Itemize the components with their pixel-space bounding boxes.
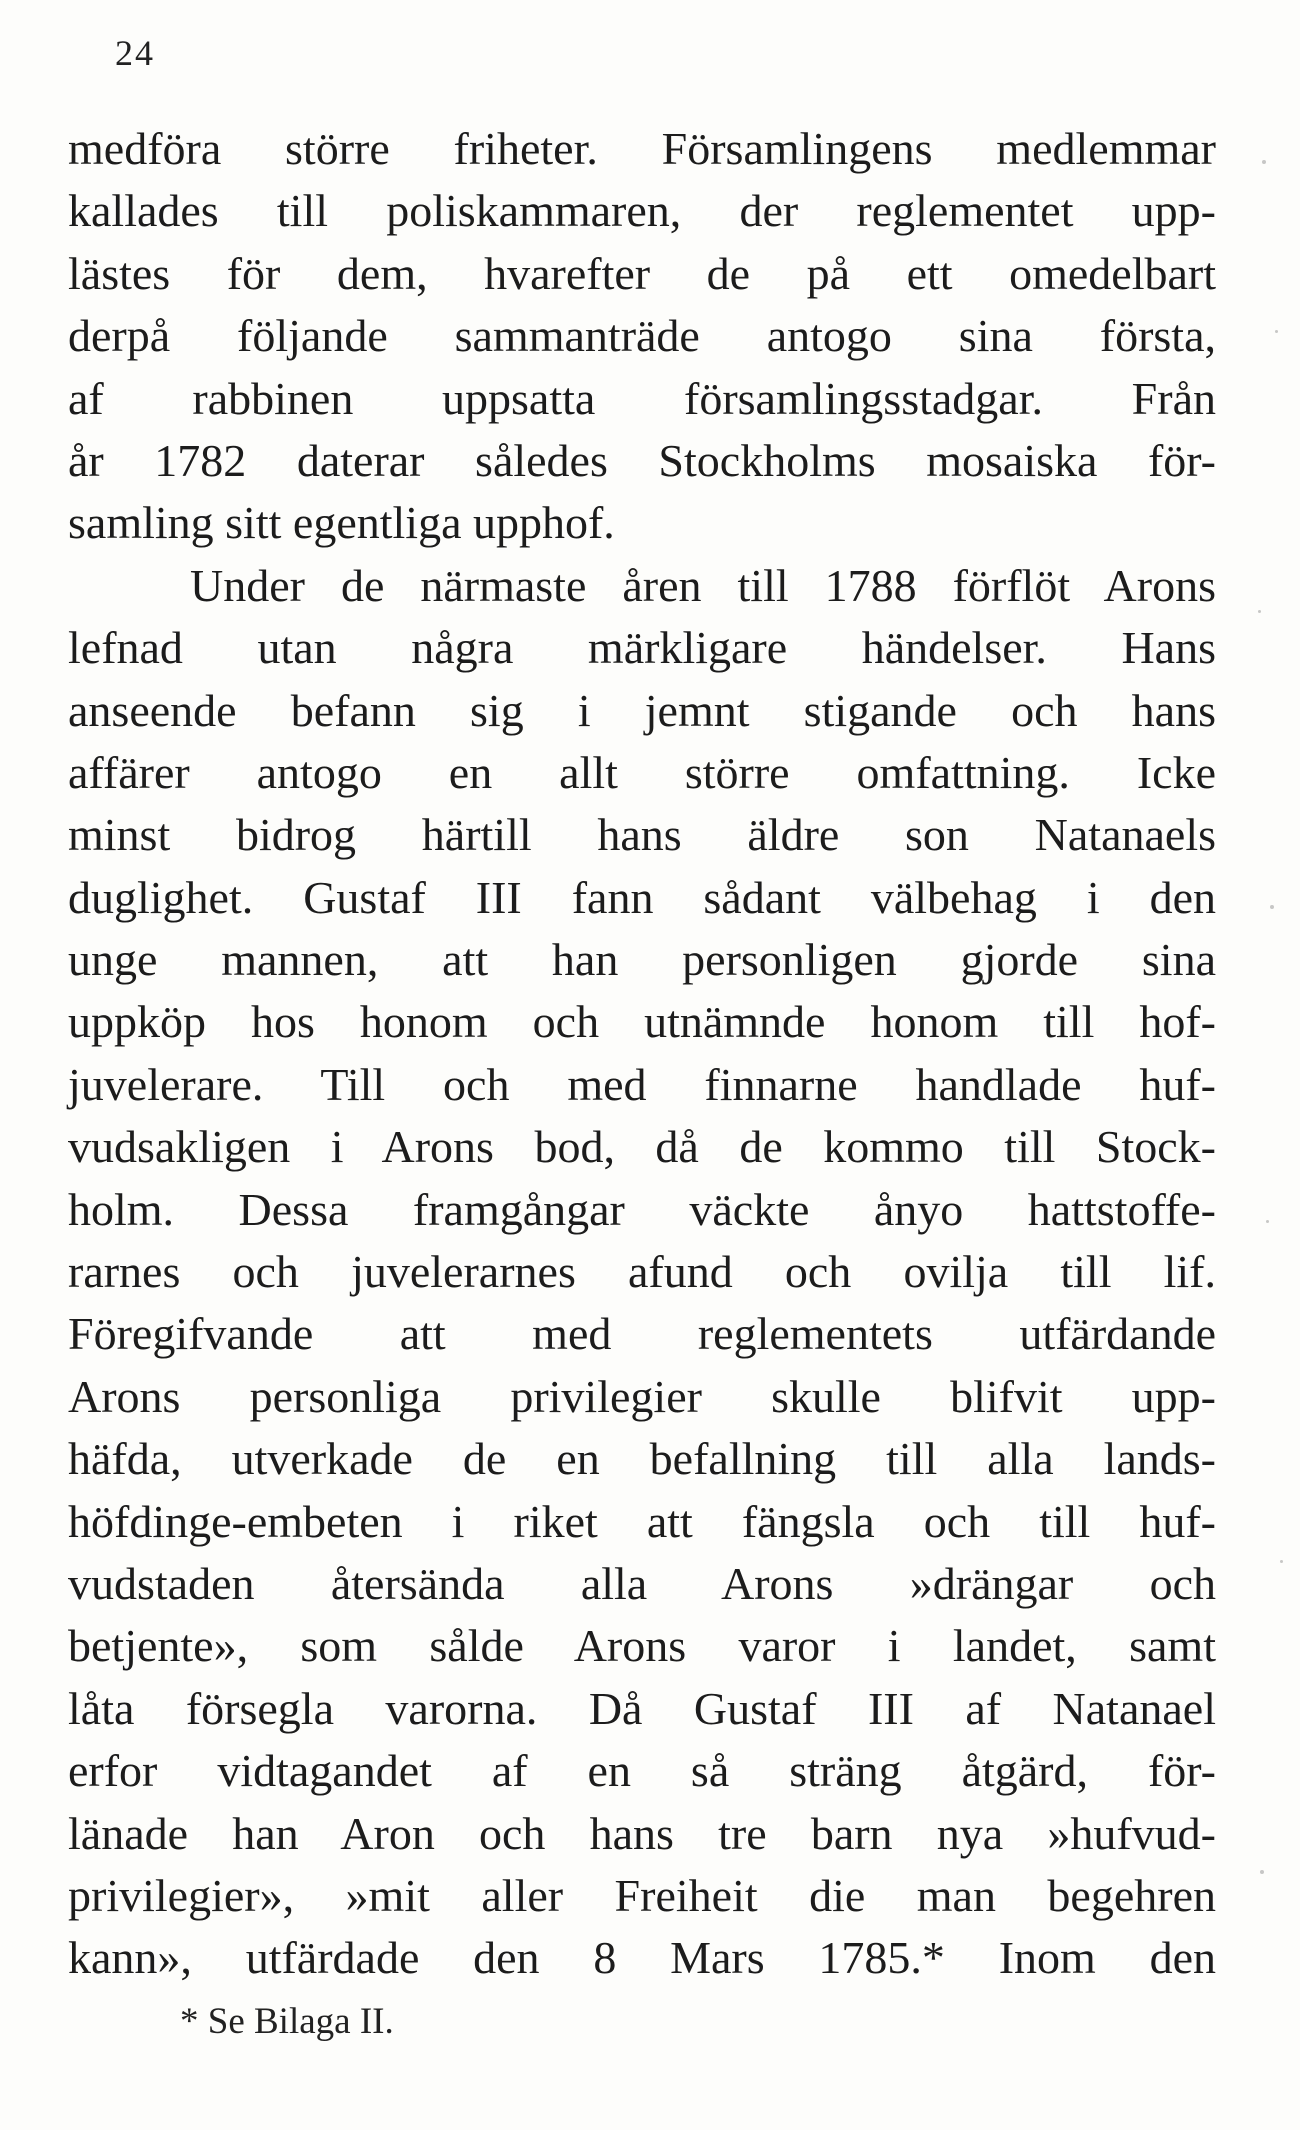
- text-line: låta försegla varorna. Då Gustaf III af Natanael: [68, 1682, 1216, 1734]
- text-line: holm. Dessa framgångar väckte ånyo hattstoffe-: [68, 1183, 1216, 1235]
- text-line: kallades till poliskammaren, der reglementet upp-: [68, 185, 1216, 237]
- text-line: betjente», som sålde Arons varor i landet, samt: [68, 1620, 1216, 1672]
- text-line: affärer antogo en allt större omfattning. Icke: [68, 746, 1216, 798]
- text-line: samling sitt egentliga upphof.: [68, 497, 615, 549]
- text-line: lefnad utan några märkligare händelser. Hans: [68, 622, 1216, 674]
- text-line: duglighet. Gustaf III fann sådant välbehag i den: [68, 871, 1216, 923]
- paragraph-first-line: Under de närmaste åren till 1788 förflöt Arons: [190, 559, 1216, 611]
- text-line: rarnes och juvelerarnes afund och ovilja till lif.: [68, 1246, 1216, 1298]
- text-line: uppköp hos honom och utnämnde honom till hof-: [68, 996, 1216, 1048]
- footnote: * Se Bilaga II.: [180, 2001, 394, 2042]
- text-line: erfor vidtagandet af en så sträng åtgärd, för-: [68, 1745, 1216, 1797]
- scan-speck: [1262, 160, 1266, 164]
- text-line: vudstaden återsända alla Arons »drängar och: [68, 1557, 1216, 1609]
- text-line: privilegier», »mit aller Freiheit die man begehren: [68, 1869, 1216, 1921]
- text-line: unge mannen, att han personligen gjorde sina: [68, 934, 1216, 986]
- text-line: af rabbinen uppsatta församlingsstadgar. Från: [68, 372, 1216, 424]
- text-line: länade han Aron och hans tre barn nya »hufvud-: [68, 1807, 1216, 1859]
- page-number: 24: [115, 33, 155, 73]
- text-line: juvelerare. Till och med finnarne handlade huf-: [68, 1058, 1216, 1110]
- text-line: höfdinge-embeten i riket att fängsla och till huf-: [68, 1495, 1216, 1547]
- body-text: [68, 118, 1216, 1990]
- text-line: kann», utfärdade den 8 Mars 1785.* Inom den: [68, 1932, 1216, 1984]
- text-line: år 1782 daterar således Stockholms mosaiska för-: [68, 434, 1216, 486]
- text-line: häfda, utverkade de en befallning till alla lands-: [68, 1433, 1216, 1485]
- scan-speck: [1280, 1560, 1283, 1563]
- text-line: Föregifvande att med reglementets utfärdande: [68, 1308, 1216, 1360]
- text-line: Arons personliga privilegier skulle blifvit upp-: [68, 1370, 1216, 1422]
- text-line: derpå följande sammanträde antogo sina första,: [68, 310, 1216, 362]
- text-line: vudsakligen i Arons bod, då de kommo till Stock-: [68, 1121, 1216, 1173]
- scan-speck: [1260, 1870, 1264, 1874]
- text-line: anseende befann sig i jemnt stigande och hans: [68, 684, 1216, 736]
- text-line: medföra större friheter. Församlingens medlemmar: [68, 123, 1216, 174]
- scan-speck: [1275, 330, 1278, 333]
- scan-speck: [1258, 610, 1261, 613]
- text-line: minst bidrog härtill hans äldre son Natanaels: [68, 809, 1216, 861]
- text-line: lästes för dem, hvarefter de på ett omedelbart: [68, 247, 1216, 299]
- scan-speck: [1270, 905, 1274, 909]
- scan-speck: [1266, 1220, 1269, 1223]
